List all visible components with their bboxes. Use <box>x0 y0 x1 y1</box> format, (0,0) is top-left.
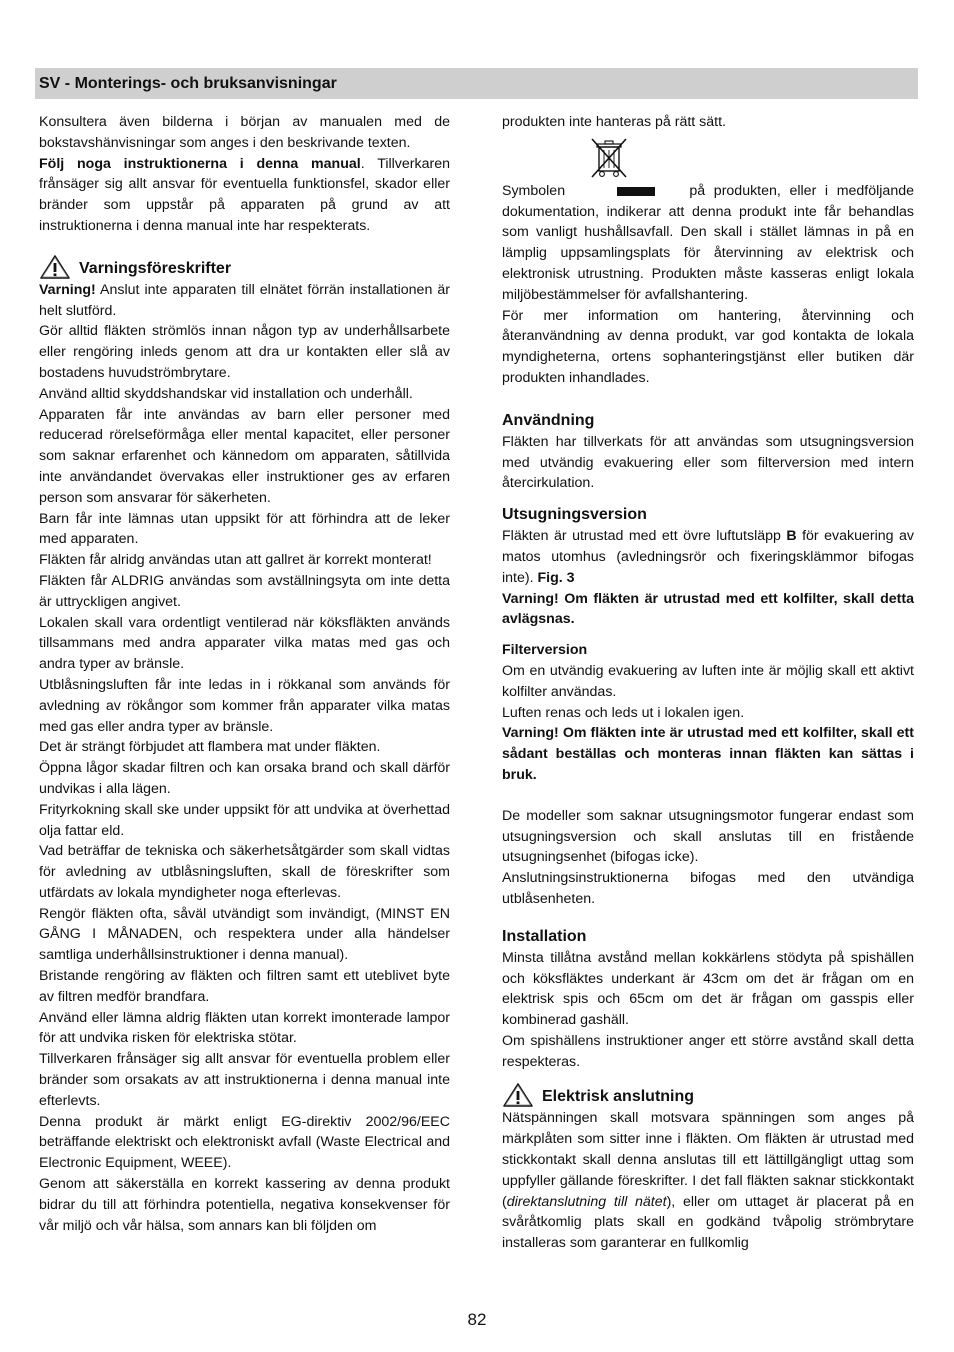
usage-text: Fläkten har tillverkats för att användas som utsugningsversion med utvändig evakuering eller som filterversion med intern återcirkulation. <box>502 433 914 492</box>
warnings-heading <box>39 254 450 280</box>
warning-item: Rengör fläkten ofta, såväl utvändigt som invändigt, (MINST EN GÅNG I MÅNADEN, och respektera under alla händelser samtliga underhållsinstruktioner i denna manual). <box>39 905 450 964</box>
warning-item: Apparaten får inte användas av barn eller personer med reducerad rörelseförmåga eller mental kapacitet, eller personer som saknar erfarenhet och kännedom om apparaten, såtillvida inte användandet övervakas eller instruktioner ges av erfaren person som ansvarar för säkerheten. <box>39 406 450 506</box>
continued-text: produkten inte hanteras på rätt sätt. <box>502 114 726 130</box>
intro-bold: Följ noga instruktionerna i denna manual <box>39 155 361 172</box>
warnings-title: Varningsföreskrifter <box>79 259 232 277</box>
warning-bold: Varning! <box>39 281 96 298</box>
warning-item: Vad beträffar de tekniska och säkerhetsåtgärder som skall vidtas för avledning av utblåsningsluften, skall de föreskrifter som utfärdats av lokala myndigheter noga efterlevas. <box>39 843 450 901</box>
warning-item: Fläkten får ALDRIG användas som avställningsyta om inte detta är uttryckligen angivet. <box>39 572 450 610</box>
filter-text-1: Om en utvändig evakuering av luften inte är möjlig skall ett aktivt kolfilter användas. <box>502 662 914 700</box>
warning-item: Denna produkt är märkt enligt EG-direktiv 2002/96/EEC beträffande elektriskt och elektroniskt avfall (Waste Electrical and Electronic Equipment, WEEE). <box>39 1113 450 1172</box>
warning-item: Använd eller lämna aldrig fläkten utan korrekt imonterade lampor för att undvika risken för elektriska stötar. <box>39 1009 450 1047</box>
warning-triangle-icon <box>502 1082 534 1108</box>
usage-title: Användning <box>502 411 595 429</box>
left-column <box>39 112 450 1236</box>
warning-item: Barn får inte lämnas utan uppsikt för att förhindra att de leker med apparaten. <box>39 510 450 548</box>
warning-item: Öppna lågor skadar filtren och kan orsaka brand och skall därför undvikas i alla lägen. <box>39 760 450 797</box>
more-info-paragraph: För mer information om hantering, återvinning och återanvändning av denna produkt, var god kontakta de lokala myndigheterna, ortens sophanteringstjänst eller butiken där produkten inhandlades. <box>502 307 914 386</box>
symbol-paragraph <box>502 181 914 306</box>
exhaust-fig-ref: Fig. 3 <box>537 569 575 586</box>
installation-text-2: Om spishällens instruktioner anger ett större avstånd skall detta respekteras. <box>502 1032 914 1070</box>
warning-item: Lokalen skall vara ordentligt ventilerad när köksfläkten används tillsammans med andra apparater vilka matas med gas och andra typer av bränsle. <box>39 614 450 673</box>
filter-text-2: Luften renas och leds ut i lokalen igen. <box>502 704 745 721</box>
section-header <box>35 68 918 99</box>
warning-paragraph <box>39 280 450 322</box>
symbol-label: Symbolen <box>502 182 566 199</box>
warning-text: Anslut inte apparaten till elnätet förrän installationen är helt slutförd. <box>39 281 450 319</box>
section-title: SV - Monterings- och bruksanvisningar <box>39 75 337 92</box>
intro-instructions <box>39 154 450 237</box>
installation-title: Installation <box>502 927 587 945</box>
electrical-title: Elektrisk anslutning <box>542 1088 695 1106</box>
electrical-heading <box>502 1082 914 1108</box>
warning-item: Genom att säkerställa en korrekt kassering av denna produkt bidrar du till att förhindra potentiella, negativa konsekvenser för vår miljö och vår hälsa, som annars kan bli följden om <box>39 1176 450 1234</box>
exhaust-text-post: för evakuering av matos utomhus (avledningsrör och fixeringsklämmor bifogas inte). <box>502 528 914 586</box>
warning-item: Bristande rengöring av fläkten och filtren samt ett uteblivet byte av filtren medför brandfara. <box>39 968 450 1005</box>
intro-paragraph: Konsultera även bilderna i början av manualen med de bokstavshänvisningar som anges i den beskrivande texten. <box>39 114 450 151</box>
symbol-text: på produkten, eller i medföljande dokumentation, indikerar att denna produkt inte får behandlas som vanligt hushållsavfall. Den skall i stället lämnas in på en lämplig uppsamlingsplats för återvinning av elektrisk och elektronisk utrustning. Produkten måste kasseras enligt lokala miljöbestämmelser för avfallshantering. <box>502 182 914 303</box>
exhaust-title: Utsugningsversion <box>502 506 647 524</box>
electrical-text-em: direktanslutning till nätet <box>506 1193 667 1210</box>
warning-item: Tillverkaren frånsäger sig allt ansvar för eventuella problem eller bränder som orsakats av att instruktionerna i denna manual inte efterlevts. <box>39 1051 450 1109</box>
exhaust-outlet-letter: B <box>786 528 797 545</box>
weee-bar-icon <box>617 187 655 196</box>
warning-item: Fläkten får alridg användas utan att gallret är korrekt monterat! <box>39 552 432 569</box>
installation-text-1: Minsta tillåtna avstånd mellan kokkärlens stödyta på spishällen och köksfläktes underkant är 43cm om det är frågan om en elektrisk spis och 65cm om det är frågan om gasspis eller kombinerad gashäll. <box>502 949 914 1029</box>
filter-warning: Varning! Om fläkten inte är utrustad med ett kolfilter, skall ett sådant beställas och monteras innan fläkten kan sättas i bruk. <box>502 725 914 783</box>
models-paragraph: De modeller som saknar utsugningsmotor fungerar endast som utsugningsversion och skall anslutas till en fristående utsugningsenhet (bifogas icke). <box>502 807 914 866</box>
exhaust-text <box>502 526 914 588</box>
electrical-text-pre: Nätspänningen skall motsvara spänningen som anges på märkplåten som sitter inne i fläkten. Om fläkten är utrustad med stickkontakt skall denna anslutas till ett lättillgängligt uttag som uppfyller gällande föreskrifter. I det fall fläkten saknar stickkontakt ( <box>502 1110 914 1210</box>
connection-paragraph: Anslutningsinstruktionerna bifogas med den utvändiga utblåsenheten. <box>502 870 914 907</box>
warning-item: Det är strängt förbjudet att flambera mat under fläkten. <box>39 739 381 756</box>
warning-item: Gör alltid fläkten strömlös innan någon typ av underhållsarbete eller rengöring inleds genom att dra ur kontakten eller slå av bostadens huvudströmbrytare. <box>39 323 450 381</box>
electrical-text-post: ), eller om uttaget är placerat på en svåråtkomlig plats skall en godkänd tvåpolig strömbrytare installeras som garanterar en fullkomlig <box>502 1193 914 1252</box>
intro-rest: . Tillverkaren frånsäger sig allt ansvar för eventuella funktionsfel, skador eller bränder som uppstår på apparaten på grund av att instruktionerna i denna manual inte har respekterats. <box>39 155 450 234</box>
warning-item: Frityrkokning skall ske under uppsikt för att undvika at överhettad olja fattar eld. <box>39 801 450 839</box>
filter-title: Filterversion <box>502 642 588 659</box>
exhaust-warning: Varning! Om fläkten är utrustad med ett kolfilter, skall detta avlägsnas. <box>502 590 914 628</box>
weee-crossed-bin-icon <box>586 135 632 181</box>
warning-item: Utblåsningsluften får inte ledas in i rökkanal som används för avledning av rökångor som kommer från apparater vilka matas med gas eller andra typer av bränsle. <box>39 676 450 735</box>
page-number: 82 <box>467 1310 487 1329</box>
right-column <box>502 112 914 1254</box>
warning-item: Använd alltid skyddshandskar vid installation och underhåll. <box>39 385 413 402</box>
electrical-text <box>502 1108 914 1254</box>
exhaust-text-pre: Fläkten är utrustad med ett övre luftutsläpp <box>502 528 787 545</box>
warning-triangle-icon <box>39 254 71 280</box>
